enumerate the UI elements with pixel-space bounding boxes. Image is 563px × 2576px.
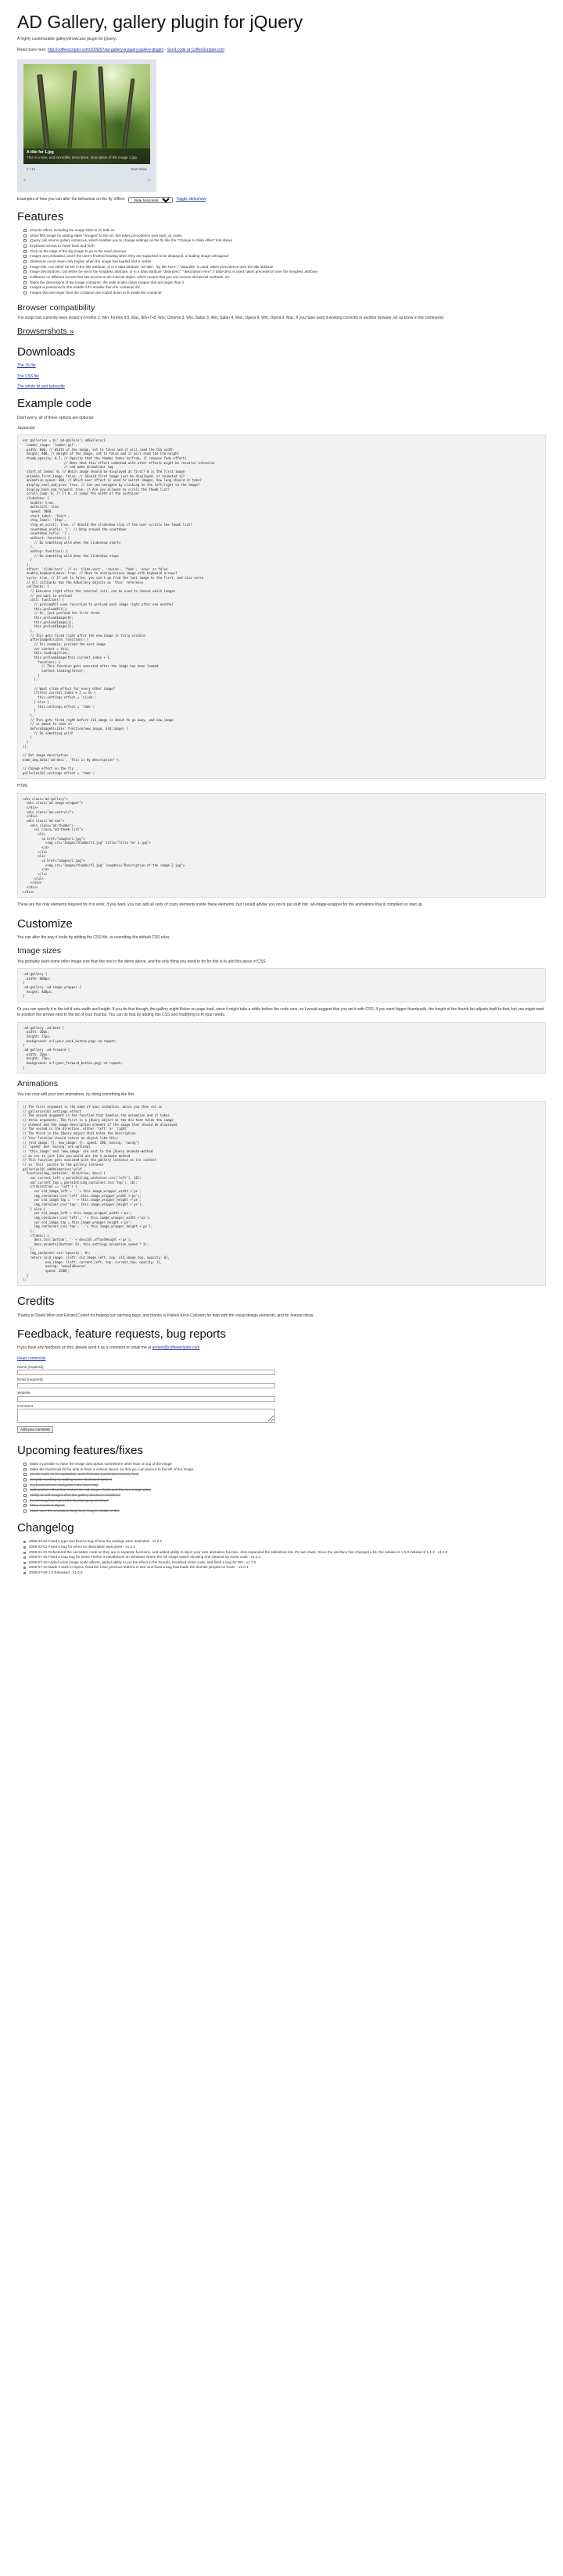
upcoming-list — [23, 1462, 546, 1514]
image-caption — [23, 148, 150, 164]
checkbox-icon — [23, 255, 27, 258]
compat-heading: Browser compatibility — [17, 302, 95, 313]
bullet-icon — [23, 1567, 26, 1569]
page-title: AD Gallery, gallery plugin for jQuery — [17, 12, 303, 32]
feature-item — [23, 244, 546, 249]
bullet-icon — [23, 1562, 26, 1564]
read-more-separator: - — [163, 47, 167, 52]
gallery-image[interactable] — [23, 64, 150, 164]
name-field[interactable] — [17, 1370, 275, 1375]
upcoming-item-text: Make the thumbnail list be able to have a vertical layout, so that you can place it to the left of the image — [30, 1467, 194, 1471]
changelog-item — [23, 1550, 546, 1556]
read-more — [17, 48, 546, 53]
checkbox-icon — [23, 1499, 27, 1502]
feature-item-text: Images are preloaded, and if the user's finished loading when they are supposed to be displayed, a loading image will appear — [30, 254, 229, 259]
changelog-item-text: 2009-07-10 Made it work in Opera, fixed the next/ previous buttons in IE8, and fixed a bug that made the thumbs jumped on hover - v1.0.1 — [29, 1565, 249, 1570]
image-counter: 1 / 16 — [27, 166, 36, 171]
changelog-list — [23, 1539, 546, 1576]
features-heading: Features — [17, 209, 64, 223]
feedback-text-body: If you have any feedback on this, please send it as a comment or email me at — [17, 1345, 152, 1351]
feature-item — [23, 254, 546, 259]
js-code-block: var galleries = $('.ad-gallery').adGallery({ loader_image: 'loader.gif', width: 600, // Width of the image, set to false and it will read the CSS width height: 400, // Height of the image, set to false and it will read the CSS height thumb_opacity: 0.7, // Opacity that the thumbs fades to/from, (1 removes fade effect) // Note that this effect combined with other effects might be resource intensive // and make animations lag start_at_index: 0, // Which image should be displayed at first? 0 is the first image animate_first_image: false, // Should first image just be displayed, or animated in? animation_speed: 400, // Which ever effect is used to switch images, how long should it take? display_next_and_prev: true, // Can you navigate by clicking on the left/right on the image? display_back_and_forward: true, // Are you allowed to scroll the thumb list? scroll_jump: 0, // If 0, it jumps the width of the container slideshow: { enable: true, autostart: true, speed: 5000, start_label: 'Start', stop_label: 'Stop', stop_on_scroll: true, // Should the slideshow stop if the user scrolls the thumb list? countdown_prefix: '(', // Wrap around the countdown countdown_sufix: ')', onStart: function() { // Do something wild when the slideshow starts }, onStop: function() { // Do something wild when the slideshow stops } }, effect: 'slide-hori', // or 'slide-vert', 'resize', 'fade', 'none' or false enable_keyboard_move: true, // Move to next/previous image with keyboard arrows? cycle: true, // If set to false, you can't go from the last image to the first, and vice versa // All callbacks has the AdGallery objects as 'this' reference callbacks: { // Executes right after the internal init, can be used to choose which images // you want to preload init: function() { // preloadAll uses recursion to preload each image right after one another this.preloadAll(); // Or, just preload the first three this.preloadImage(0); this.preloadImage(1); this.preloadImage(2); }, // This gets fired right after the new_image is fully visible afterImageVisible: function() { // For example, preload the next image var context = this; this.loading(true); this.preloadImage(this.current_index + 1, function() { // This function gets executed after the image has been loaded context.loading(false); } ); // Want slide effect for every other image? if(this.current_index % 2 == 0) { this.settings.effect = 'slide'; } else { this.settings.effect = 'fade'; } }, // This gets fired right before old_image is about to go away, and new_image // is about to come in beforeImageVisible: function(new_image, old_image) { // Do something wild! } } }); // Set image description some_img.data('ad-desc', 'This is my description!'); // Change effect on the fly galleries[0].settings.effect = 'fade'; — [17, 434, 546, 779]
website-field[interactable] — [17, 1396, 275, 1402]
upcoming-item — [23, 1493, 546, 1499]
download-kit-link[interactable]: The whole kit and kaboodle — [17, 384, 65, 389]
changelog-item — [23, 1570, 546, 1576]
checkbox-icon — [23, 281, 27, 284]
checkbox-icon — [23, 234, 27, 238]
changelog-heading: Changelog — [17, 1520, 74, 1535]
changelog-item-text: 2009-02-01 Fixed a bug for when no description was given - v1.2.1 — [29, 1544, 135, 1549]
toggle-slideshow-link[interactable]: Toggle slideshow — [176, 196, 206, 202]
feature-item-text: Choose effect, including the image slide to on hide in! — [30, 228, 115, 233]
bullet-icon — [23, 1572, 26, 1574]
read-more-prefix: Read more here: — [17, 47, 47, 52]
feature-item — [23, 285, 546, 291]
checkbox-icon — [23, 286, 27, 289]
feature-item-text: Takes the dimensions of the image container: the wide scales down images that are larger than it — [30, 280, 184, 284]
compat-text: The script has currently been tested in Firefox 3, Win, Firefox 3.5, Mac, IE6+7+8, Win, Chrome 3, Win, Safari 3, Win, Safari 4, Mac, Opera 9, Win, Opera 9, Mac. If you have used it working correctly in another browser, let us know in the comments! — [17, 316, 444, 321]
bullet-icon — [23, 1552, 26, 1554]
upcoming-item — [23, 1467, 546, 1473]
feature-item — [23, 228, 546, 234]
checkbox-icon — [23, 1494, 27, 1497]
checkbox-icon — [23, 276, 27, 279]
comment-field[interactable] — [17, 1409, 275, 1423]
feature-item — [23, 234, 546, 239]
upcoming-item — [23, 1499, 546, 1504]
checkbox-icon — [23, 1484, 27, 1487]
checkbox-icon — [23, 266, 27, 269]
effects-row — [17, 197, 546, 203]
feature-item — [23, 280, 546, 286]
changelog-item-text: 2009-07-26 Fixed a loop bug for some Firefox 3 installations on Windows where the full image wasn't showing and cleaned up some code - v1.1.1 — [29, 1555, 261, 1560]
image-sizes-heading: Image sizes — [17, 946, 62, 956]
feature-item — [23, 275, 546, 280]
checkbox-icon — [23, 291, 27, 295]
image-description: This is a nice, and incredibly descriptive, description of the image 1.jpg — [27, 155, 137, 160]
upcoming-item-text: Fix the code so it's updatable, and eliminate a potential memory leak — [30, 1472, 139, 1477]
feature-item-text: Slideshow count-down only begins when the image has loaded and is visible — [30, 259, 152, 263]
image-sizes-text: You probably want some other image size than the one in the demo above, and the only thing you need to do for this is to add this piece of CSS. — [17, 959, 267, 964]
thumb-nav — [23, 175, 150, 191]
upcoming-item-text: Simplify scrolling by adding some dedicated options — [30, 1477, 113, 1482]
credits-text: Thanks to David Winn and Edvard Cedert for helping out catching bugs, and thanks to Patrick Kock-Carlsson for help with the visual design elements, and for feature ideas. — [17, 1313, 314, 1318]
upcoming-item — [23, 1483, 546, 1488]
download-js-link[interactable]: The JS file — [17, 363, 36, 369]
checkbox-icon — [23, 270, 27, 273]
upcoming-item — [23, 1462, 546, 1467]
upcoming-item-text: Fix the bug that makes the thumbs jump on hover — [30, 1498, 109, 1502]
css-text: Or you can specify it in the init'd sets width and height. If you do that though, the gallery might flicker on page load, since it might take a while before the code runs, so I would suggest that you set it with CSS. If you want bigger thumbnails, the height of the thumb list adjusts itself to that, but you might want to position the arrows next to the list of your thumbs. You can do that by adding this CSS and modifying to fit your needs. — [17, 1007, 544, 1018]
html-label: HTML — [17, 784, 28, 789]
example-intro: Don't worry, all of these options are optional. — [17, 415, 95, 420]
changelog-item — [23, 1539, 546, 1545]
upcoming-item-text: Keyboard arrows navigation now have stop — [30, 1482, 99, 1487]
css-code-block-1: .ad-gallery { width: 600px; } .ad-gallery .ad-image-wrapper { height: 400px; } — [17, 968, 546, 1002]
checkbox-icon — [23, 1478, 27, 1481]
feature-item-text: jQuery call returns gallery instances, which enables you to change settings on the fly like the "Change to Slide effect" link above — [30, 238, 233, 243]
checkbox-icon — [23, 1473, 27, 1476]
feature-item — [23, 291, 546, 296]
changelog-item — [23, 1560, 546, 1566]
example-heading: Example code — [17, 397, 92, 411]
gallery-controls — [23, 164, 150, 176]
upcoming-item — [23, 1488, 546, 1493]
bullet-icon — [23, 1556, 26, 1559]
bullet-icon — [23, 1546, 26, 1549]
changelog-item — [23, 1555, 546, 1560]
checkbox-icon — [23, 1504, 27, 1507]
checkbox-icon — [23, 1488, 27, 1492]
effect-select[interactable] — [128, 197, 173, 203]
features-list — [23, 228, 546, 296]
read-more-link[interactable]: http://coffeescripter.com/2009/07/ad-gallery-a-jquery-gallery-plugin/ — [47, 47, 164, 52]
feature-item-text: Keyboard arrows to move back and forth — [30, 244, 95, 248]
image-title: A title for 1.jpg — [27, 149, 54, 155]
feedback-text — [17, 1345, 546, 1351]
feature-item-text: Click on the edge of the big image to go to the next/ previous — [30, 248, 127, 253]
upcoming-item-text: Make it possible to have the image description somewhere other than on top of the image — [30, 1462, 172, 1467]
customize-text: You can alter the way it looks by adding the CSS file, or overriding the default CSS rules. — [17, 935, 171, 941]
comment-label: Comment — [17, 1403, 33, 1408]
website-label: Website — [17, 1391, 30, 1395]
css-code-block-2: .ad-gallery .ad-back { width: 20px; height: 72px; background: url(your_back_button.png) no-repeat; } .ad-gallery .ad-forward { width: 20px; height: 72px; background: url(your_forward_button.png) no-repeat; } — [17, 1022, 546, 1074]
upcoming-item — [23, 1477, 546, 1483]
checkbox-icon — [23, 250, 27, 253]
thumbs-forward-button[interactable]: » — [148, 178, 150, 184]
coffee-link[interactable]: Send code at CoffeeScripter.com — [167, 47, 224, 52]
example-outro: These are the only elements required for it to work. If you want, you can add all sorts of crazy elements inside these elements, but I would advise you not to put stuff into .ad-image-wrapper for the animations that is compiled on start up. — [17, 902, 424, 908]
upcoming-item — [23, 1509, 546, 1514]
upcoming-item — [23, 1472, 546, 1477]
checkbox-icon — [23, 245, 27, 248]
effects-label: Examples of how you can alter the behaviour on the fly: Effect: — [17, 196, 126, 202]
checkbox-icon — [23, 1463, 27, 1466]
checkbox-icon — [23, 229, 27, 232]
changelog-item-text: 2009-02-02 Fixed a typo and fixed a bug of how the settings were extended - v1.2.2 — [29, 1539, 163, 1544]
changelog-item — [23, 1545, 546, 1550]
changelog-item — [23, 1565, 546, 1570]
changelog-item-text: 2009-07-18 Added a few image scale effects, added ability to put the effect in the thumbs, breathed some code, and fixed a bug for IE6 - v1.1.0 — [29, 1560, 256, 1564]
downloads-heading: Downloads — [17, 345, 76, 359]
checkbox-icon — [23, 239, 27, 242]
downloads-list — [17, 363, 546, 390]
animations-text: You can now add your own animations, by doing something like this. — [17, 1091, 136, 1097]
upcoming-item-text: Ability to add images after the gallery has been initialized — [30, 1493, 120, 1498]
customize-heading: Customize — [17, 916, 73, 931]
checkbox-icon — [23, 1468, 27, 1471]
tagline: A highly customizable gallery/showcase plugin for jQuery. — [17, 37, 117, 42]
animation-code-block: // The first argument is the name of your animation, which you then set in // galleries[0].settings.effect // The second argument is the function that handles the animation and it takes // three arguments. The first is a jQuery object as the div that holds the image // element and the image description element if the image that should be displayed // The second is the direction, either 'left' or 'right' // The third is the jQuery object that holds the description // Your function should return an object like this: // {old_image: {}, new_image: {}, speed: 200, easing: 'swing'} // 'speed' and 'easing' are optional // 'this_image' and 'new_image' are sent to the jQuery animate-method // as css to just like you would use the $.animate method // This function gets executed with the gallery instance as its context // so 'this' points to the gallery instance galleries[0].addAnimation('wild', function(img_container, direction, desc) { var current_left = parseInt(img_container.css('left'), 10); var current_top = parseInt(img_container.css('top'), 10); if(direction == 'left') { var old_image_left = '-'+ this.image_wrapper_width +'px'; img_container.css('left',this.image_wrapper_width +'px'); var old_image_top = '-'+ this.image_wrapper_height +'px'; img_container.css('top', this.image_wrapper_height +'px'); } else { var old_image_left = this.image_wrapper_width +'px'; img_container.css('left','-'+ this.image_wrapper_width +'px'); var old_image_top = this.image_wrapper_height +'px'; img_container.css('top', '-'+ this.image_wrapper_height +'px'); }; if(desc) { desc.css('bottom', '-'+ desc[0].offsetHeight +'px'); desc.animate({bottom: 0}, this.settings.animation_speed * 2); }; img_container.css('opacity', 0); return {old_image: {left: old_image_left, top: old_image_top, opacity: 0}, new_image: {left: current_left, top: current_top, opacity: 1}, easing: 'easeInBounce', speed: 2500}; } ); — [17, 1101, 546, 1286]
feature-item — [23, 259, 546, 265]
feedback-heading: Feedback, feature requests, bug reports — [17, 1327, 226, 1341]
feature-item-text: Image title, can either be set in the title attribute, or in a data attribute "ad-title", "by title here" / "data-title" is used, takes precedence over the title attribute — [30, 264, 274, 269]
animations-heading: Animations — [17, 1079, 58, 1089]
thumbs-back-button[interactable]: « — [23, 178, 26, 184]
changelog-item-text: 2009-07-09 1.0 Released - v1.0.0 — [29, 1570, 83, 1575]
upcoming-item — [23, 1503, 546, 1509]
gallery — [17, 59, 156, 192]
feature-item-text: Images that are larger than the container are scaled down to fit inside the container — [30, 290, 162, 295]
changelog-item-text: 2009-01-31 Refactored the animation code so they are in separate functions, and added ability to inject your own animation function. Also expanded the slideshow into it's own class. Since the interface has changed a bit, the release is 1.2.0 instead of 1.1.2 - v1.2.0 — [29, 1549, 448, 1554]
feature-item — [23, 249, 546, 255]
browsershots-heading — [17, 327, 546, 337]
gallery-image-wrapper — [17, 59, 156, 192]
download-css-link[interactable]: The CSS file — [17, 373, 40, 379]
upcoming-item-text: Add another effect that makes the old image shrink and the new image grow — [30, 1488, 151, 1492]
feature-item-text: Show fifth image by adding slash "/images" to the url, this takes precedence over start_at_index — [30, 233, 182, 238]
credits-heading: Credits — [17, 1295, 55, 1308]
feature-item-text: Images is positioned in the middle if it's smaller than the container div — [30, 285, 140, 290]
name-label: Name (required) — [17, 1364, 44, 1369]
bullet-icon — [23, 1541, 26, 1543]
feature-item-text: Image descriptions, can either be set in the longdesc attribute, or in a data attribute "data-desc", "description here"; if data-desc is used, takes precedence over the longdesc attribute — [30, 270, 318, 274]
feature-item — [23, 265, 546, 270]
upcoming-heading: Upcoming features/fixes — [17, 1443, 143, 1457]
feature-item-text: Callbacks on different events that has access to the internal object, which means that you can access all internal methods, etc — [30, 274, 230, 279]
feedback-email-link[interactable]: anders@coffeescripter.com — [152, 1345, 200, 1351]
upcoming-item-text: Make sure the animation loop keep images visible in IE6 — [30, 1509, 120, 1513]
browsershots-link[interactable]: Browsershots » — [17, 327, 74, 337]
add-comment-button[interactable]: Add your comment — [17, 1426, 53, 1433]
feature-item — [23, 238, 546, 244]
comment-form — [17, 1365, 546, 1434]
email-field[interactable] — [17, 1383, 275, 1388]
email-label: Email (required) — [17, 1377, 43, 1382]
slideshow-toggle[interactable]: Start Slide — [131, 166, 147, 171]
read-comments-link[interactable]: Read comments — [17, 1356, 46, 1361]
upcoming-item-text: Make it work in Opera — [30, 1503, 65, 1508]
feature-item — [23, 270, 546, 275]
checkbox-icon — [23, 1510, 27, 1513]
js-label: Javascript — [17, 425, 35, 431]
html-code-block: <div class="ad-gallery"> <div class="ad-image-wrapper"> </div> <div class="ad-controls"> </div> <div class="ad-nav"> <div class="ad-thumbs"> <ul class="ad-thumb-list"> <li> <a href="images/1.jpg"> <img src="images/thumbs/t1.jpg" title="Title for 1.jpg"> </a> </li> <li> <a href="images/2.jpg"> <img src="images/thumbs/t2.jpg" longdesc="Description of the image 2.jpg"> </a> </li> </ul> </div> </div> </div> — [17, 793, 546, 899]
checkbox-icon — [23, 260, 27, 263]
